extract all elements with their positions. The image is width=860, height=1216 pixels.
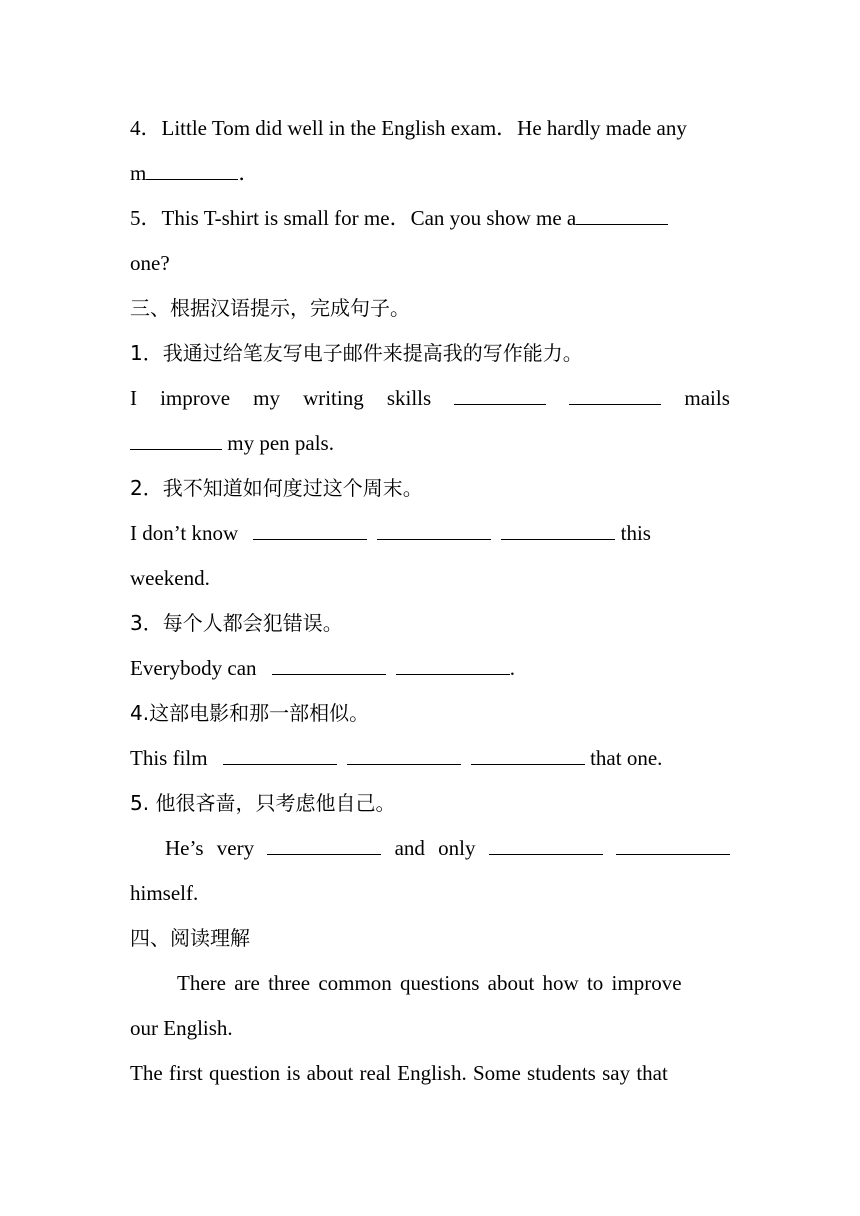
s3-item2-blank-3[interactable] <box>501 519 615 540</box>
s3-item1-word: I <box>130 386 137 410</box>
s3-item1-word: writing <box>303 386 364 410</box>
reading-p1-line1 <box>177 969 730 997</box>
s3-item2-start: I don’t know <box>130 521 244 545</box>
s3-item1-chinese: 1．我通过给笔友写电子邮件来提高我的写作能力。 <box>130 341 583 365</box>
s3-item3-end: . <box>509 656 516 680</box>
s3-item3-blank-1[interactable] <box>272 654 386 675</box>
q4-cont-suffix: ． <box>238 161 260 185</box>
q5-cont: one? <box>130 251 170 275</box>
section3-heading: 三、根据汉语提示，完成句子。 <box>130 296 410 320</box>
s3-item1-english-line2 <box>130 429 730 457</box>
s3-item2-blank-2[interactable] <box>377 519 491 540</box>
s3-item1-word: skills <box>386 386 432 410</box>
s3-item5-blank-2[interactable] <box>489 834 603 855</box>
s3-item5-blank-1[interactable] <box>267 834 381 855</box>
s3-item5-english-line1 <box>165 834 730 862</box>
q4-cont-prefix: m <box>130 161 147 185</box>
section4-heading: 四、阅读理解 <box>130 926 250 950</box>
q5-answer-blank[interactable] <box>576 204 668 225</box>
q4-text: Little Tom did well in the English exam．He hardly made any <box>161 116 687 140</box>
s3-item3-english <box>130 654 730 682</box>
s3-item4-end: that one. <box>584 746 663 770</box>
q5-text: This T-shirt is small for me．Can you show me a <box>161 206 577 230</box>
s3-item1-word: my <box>253 386 280 410</box>
s3-item2-blank-1[interactable] <box>253 519 367 540</box>
s3-item1-english-line1 <box>130 384 730 412</box>
s3-item1-end: my pen pals. <box>222 431 334 455</box>
s3-item1-mid: mails <box>684 386 730 410</box>
s3-item2-english-line1 <box>130 519 730 547</box>
s3-item5-chinese: 5. 他很吝啬，只考虑他自己。 <box>130 791 396 815</box>
q4-line2 <box>130 159 730 187</box>
s3-item5-word: very <box>216 836 255 860</box>
reading-p2-line1 <box>130 1059 730 1087</box>
reading-p1-line2: our English. <box>130 1016 233 1040</box>
q5-line2 <box>130 249 730 277</box>
s3-item4-chinese: 4.这部电影和那一部相似。 <box>130 701 370 725</box>
s3-item1-blank-3[interactable] <box>130 429 222 450</box>
s3-item4-blank-2[interactable] <box>347 744 461 765</box>
s3-item4-start: This film <box>130 746 213 770</box>
s3-item3-chinese: 3．每个人都会犯错误。 <box>130 611 343 635</box>
s3-item1-blank-2[interactable] <box>569 384 661 405</box>
s3-item1-blank-1[interactable] <box>454 384 546 405</box>
s3-item3-blank-2[interactable] <box>396 654 510 675</box>
s3-item5-english-line2: himself. <box>130 881 199 905</box>
s3-item2-english-line2: weekend. <box>130 566 210 590</box>
s3-item2-chinese: 2．我不知道如何度过这个周末。 <box>130 476 423 500</box>
s3-item5-word: only <box>438 836 476 860</box>
s3-item5-blank-3[interactable] <box>616 834 730 855</box>
q4-answer-blank[interactable] <box>146 159 238 180</box>
s3-item5-word: and <box>394 836 425 860</box>
s3-item4-english <box>130 744 730 772</box>
reading-p1-line1-text: There are three common questions about how to improve <box>177 971 682 995</box>
q4-line1 <box>130 114 730 142</box>
s3-item3-start: Everybody can <box>130 656 262 680</box>
s3-item1-word: improve <box>160 386 231 410</box>
s3-item4-blank-1[interactable] <box>223 744 337 765</box>
s3-item4-blank-3[interactable] <box>471 744 585 765</box>
s3-item5-word: He’s <box>165 836 204 860</box>
reading-p2-line1-text: The first question is about real English. Some students say that <box>130 1061 668 1085</box>
q4-number: 4． <box>130 116 162 140</box>
q5-line1 <box>130 204 730 232</box>
q5-number: 5． <box>130 206 162 230</box>
s3-item2-mid: this <box>615 521 651 545</box>
